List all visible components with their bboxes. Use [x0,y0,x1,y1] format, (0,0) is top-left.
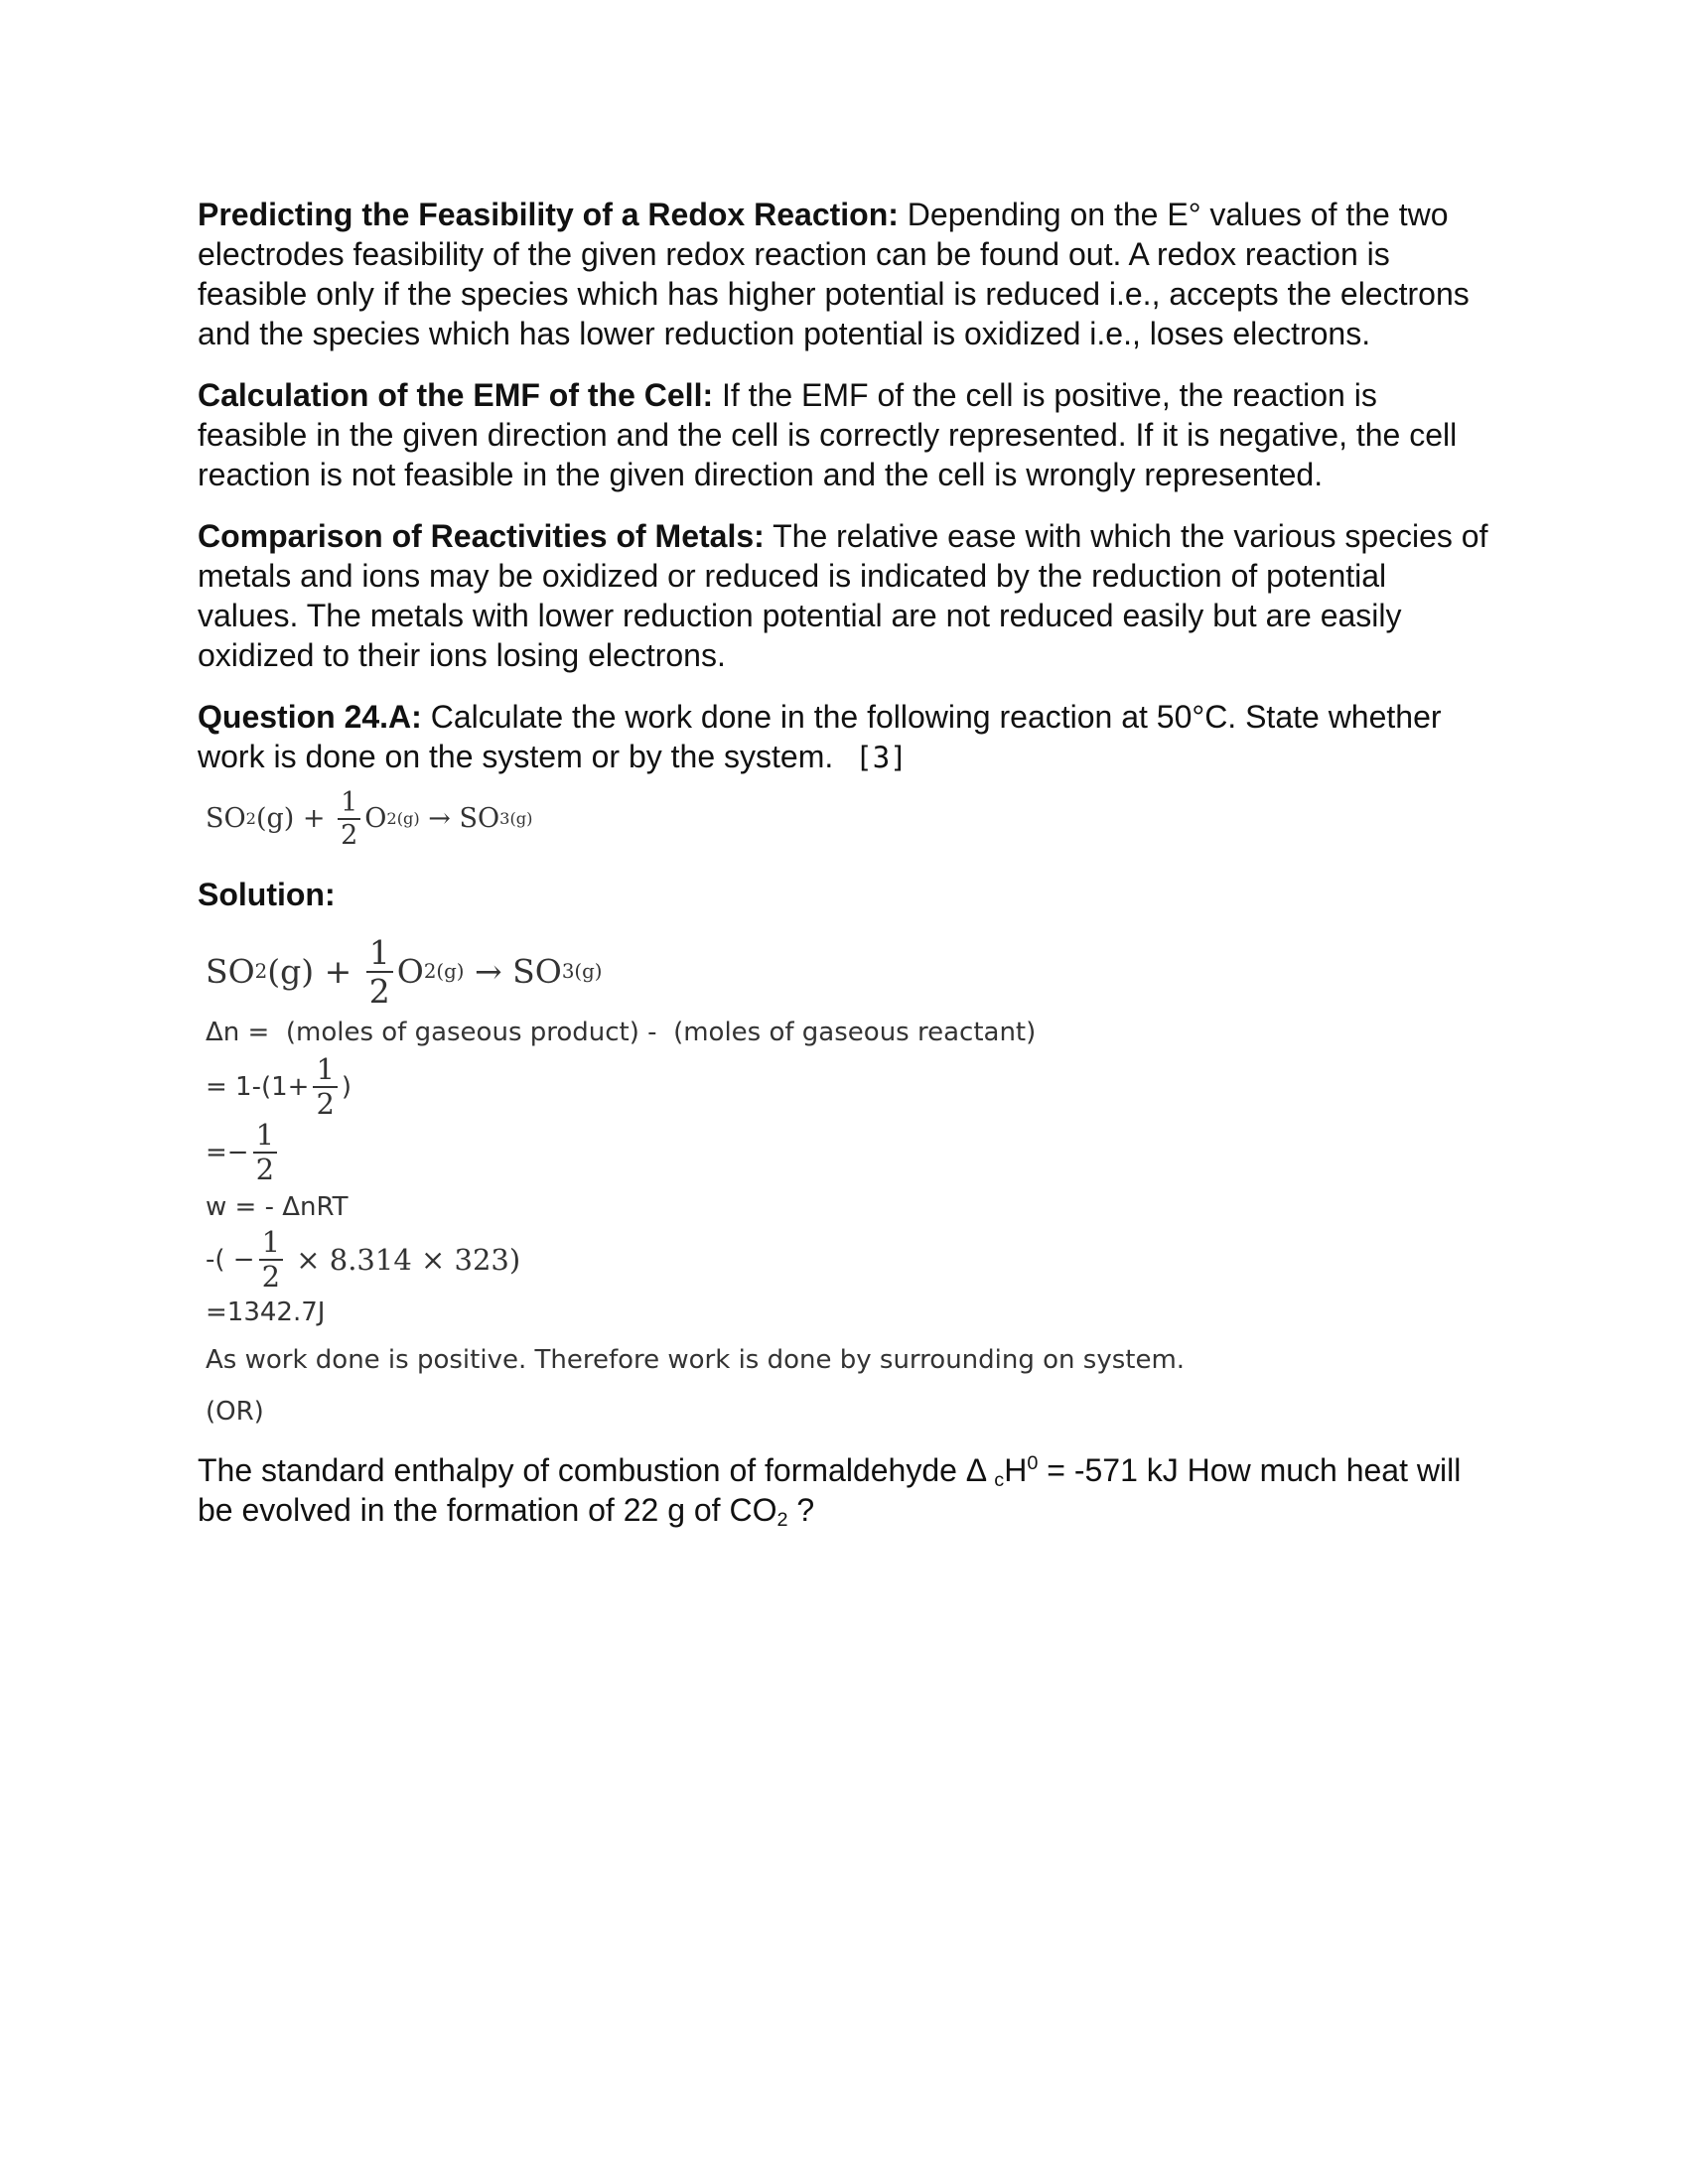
question-combustion [198,1450,1488,1530]
paragraph-emf [198,375,1488,494]
subst-den: 2 [261,1260,281,1294]
eq-half-num: 1 [338,789,360,820]
work-substitution-line [206,1225,1488,1294]
subst-post: × 8.314 × 323) [287,1243,521,1277]
solution-equation [206,933,1488,1011]
sol-eq-arrow: → SO [464,952,562,991]
combustion-t3: = -571 kJ How much heat will be evolved in the formation of 22 g of CO [198,1452,1462,1528]
eq-arrow: → SO [419,803,500,834]
document-page [198,195,1488,1552]
subst-fraction [259,1225,283,1294]
step2-num: 1 [253,1121,277,1154]
sol-eq-half-den: 2 [368,972,390,1011]
sol-eq-half-fraction [366,933,393,1011]
eq-so: SO [206,803,246,834]
step2-fraction [253,1118,277,1186]
solution-title: Solution: [198,877,336,912]
question-text: Calculate the work done in the following reaction at 50°C. State whether work is done on the system or by the system. [198,699,1442,774]
sol-eq-half-num: 1 [366,936,393,973]
eq-so3-sub: 3(g) [499,809,533,828]
work-conclusion-line: As work done is positive. Therefore work is done by surrounding on system. [206,1345,1186,1375]
text-reactivity: The relative ease with which the various species of metals and ions may be oxidized or reduced is indicated by the reduction of potential values. The metals with lower reduction potential are not reduced easily but are easily oxidized to their ions losing electrons. [198,518,1488,673]
eq-half-den: 2 [341,820,358,851]
delta-n-line: Δn = (moles of gaseous product) - (moles of gaseous reactant) [206,1018,1037,1047]
subst-pre: -( − [206,1245,255,1275]
eq-gas-plus: (g) + [255,803,335,834]
question-equation [206,789,1488,849]
question-marks: [3] [855,741,908,774]
eq-half-fraction [338,789,360,849]
sol-eq-so-sub: 2 [254,960,268,983]
heading-emf: Calculation of the EMF of the Cell: [198,377,714,413]
step1-fraction [313,1052,337,1121]
eq-o-sub: 2(g) [386,809,420,828]
heading-feasibility: Predicting the Feasibility of a Redox Reaction: [198,197,899,232]
eq-o: O [364,803,387,834]
text-feasibility: Depending on the E° values of the two electrodes feasibility of the given redox reaction can be found out. A redox reaction is feasible only if the species which has higher potential is reduced i.e., accepts the electrons and the species which has lower reduction potential is oxidized i.e., loses electrons. [198,197,1470,351]
delta-n-step2 [206,1118,1488,1186]
step1-num: 1 [313,1055,337,1088]
sol-eq-o-sub: 2(g) [423,960,465,983]
work-formula-line: w = - ΔnRT [206,1192,349,1222]
delta-n-step1 [206,1052,1488,1121]
paragraph-reactivity [198,516,1488,675]
sol-eq-gas-plus: (g) + [267,952,362,991]
step1-den: 2 [316,1087,335,1121]
or-separator: (OR) [206,1397,264,1427]
combustion-t4: ? [787,1492,815,1528]
solution-working [206,1016,1488,1429]
combustion-t1: The standard enthalpy of combustion of formaldehyde Δ [198,1452,995,1488]
combustion-sub-c: c [994,1468,1005,1491]
question-24a [198,697,1488,777]
sol-eq-o: O [396,952,424,991]
heading-reactivity: Comparison of Reactivities of Metals: [198,518,765,554]
combustion-t2: H [1004,1452,1028,1488]
work-result-line: =1342.7J [206,1297,326,1327]
combustion-sub-2: 2 [776,1508,788,1531]
step2-den: 2 [255,1153,275,1186]
step1-pre: = 1-(1+ [206,1072,310,1102]
text-emf: If the EMF of the cell is positive, the reaction is feasible in the given direction and the cell is correctly represented. If it is negative, the cell reaction is not feasible in the given direction and the cell is wrongly represented. [198,377,1458,492]
subst-num: 1 [259,1228,283,1261]
sol-eq-so: SO [206,952,255,991]
question-label: Question 24.A: [198,699,422,735]
eq-so-sub: 2 [245,809,256,828]
paragraph-feasibility [198,195,1488,353]
step2-pre: =− [206,1138,249,1167]
combustion-sup-0: 0 [1027,1452,1039,1475]
step1-post: ) [341,1072,352,1102]
sol-eq-so3-sub: 3(g) [561,960,603,983]
